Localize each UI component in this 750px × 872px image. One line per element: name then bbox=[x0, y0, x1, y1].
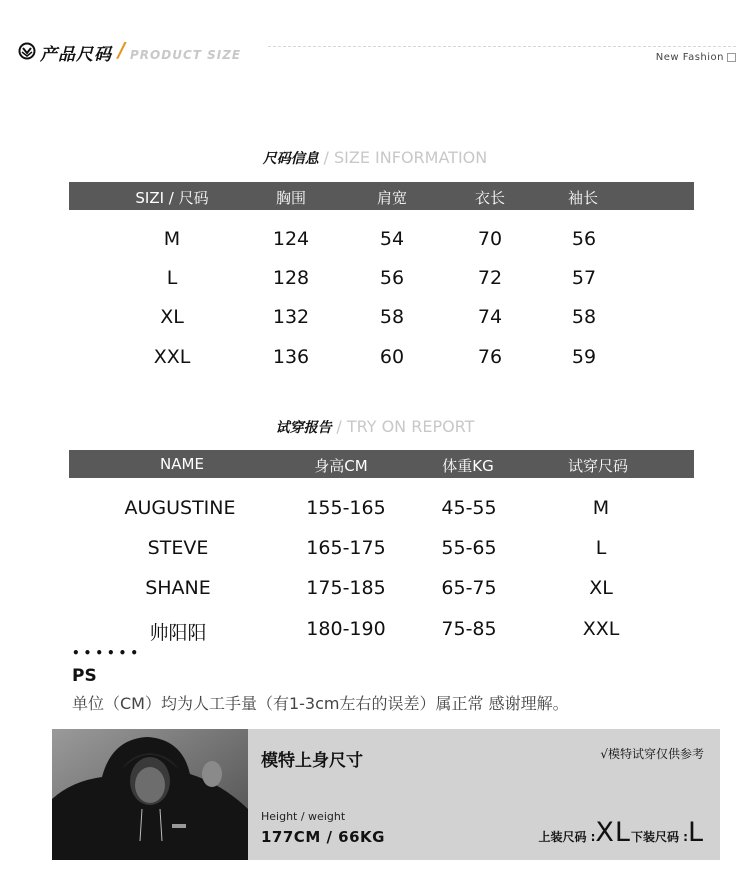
bottom-size-value: L bbox=[687, 817, 704, 848]
try-on-col-header: 体重KG bbox=[442, 457, 494, 475]
table-cell: XL bbox=[160, 306, 184, 328]
table-cell: M bbox=[592, 497, 610, 519]
dot-divider: •••••• bbox=[72, 646, 143, 660]
table-cell: 57 bbox=[571, 267, 597, 289]
size-col-header: 衣长 bbox=[474, 189, 506, 207]
table-cell: XXL bbox=[153, 346, 191, 368]
table-cell: L bbox=[595, 537, 607, 559]
ps-title: PS bbox=[72, 666, 97, 686]
table-row bbox=[0, 346, 750, 376]
header-slash: / bbox=[118, 38, 126, 62]
model-card bbox=[52, 729, 720, 860]
try-on-col-header: NAME bbox=[160, 455, 204, 473]
model-card-title: 模特上身尺寸 bbox=[261, 751, 363, 771]
table-cell: L bbox=[166, 267, 178, 289]
try-on-table-header bbox=[69, 450, 694, 478]
size-info-title-cn: 尺码信息 bbox=[262, 151, 319, 167]
model-sizes bbox=[538, 817, 704, 848]
header-divider bbox=[268, 46, 736, 47]
size-info-title bbox=[0, 148, 750, 168]
try-on-title-cn: 试穿报告 bbox=[275, 420, 332, 436]
table-cell: 65-75 bbox=[441, 577, 497, 599]
size-col-header: 肩宽 bbox=[376, 189, 408, 207]
table-cell: 59 bbox=[571, 346, 597, 368]
table-cell: 74 bbox=[477, 306, 503, 328]
height-weight-label: Height / weight bbox=[261, 810, 346, 823]
table-cell: 136 bbox=[272, 346, 310, 368]
table-cell: 55-65 bbox=[441, 537, 497, 559]
try-on-col-header: 身高CM bbox=[314, 457, 368, 475]
table-cell: M bbox=[163, 228, 181, 250]
model-note: √模特试穿仅供参考 bbox=[600, 747, 704, 761]
table-cell: 70 bbox=[477, 228, 503, 250]
table-row bbox=[0, 497, 750, 527]
table-row bbox=[0, 577, 750, 607]
table-cell: XL bbox=[589, 577, 613, 599]
size-table-header bbox=[69, 182, 694, 210]
bottom-size-label: 下装尺码 : bbox=[630, 830, 688, 844]
table-cell: AUGUSTINE bbox=[124, 497, 236, 519]
table-row bbox=[0, 267, 750, 297]
table-cell: 128 bbox=[272, 267, 310, 289]
table-cell: SHANE bbox=[145, 577, 211, 599]
table-cell: 180-190 bbox=[306, 618, 386, 640]
model-photo bbox=[52, 729, 248, 860]
height-weight-value: 177CM / 66KG bbox=[261, 828, 385, 846]
top-size-value: XL bbox=[595, 817, 631, 848]
square-icon bbox=[727, 53, 736, 62]
table-cell: 帅阳阳 bbox=[149, 622, 207, 644]
table-cell: 58 bbox=[571, 306, 597, 328]
table-row bbox=[0, 306, 750, 336]
table-cell: 124 bbox=[272, 228, 310, 250]
table-cell: 58 bbox=[379, 306, 405, 328]
table-cell: 56 bbox=[571, 228, 597, 250]
table-cell: 60 bbox=[379, 346, 405, 368]
table-cell: 72 bbox=[477, 267, 503, 289]
table-cell: 155-165 bbox=[306, 497, 386, 519]
table-cell: 75-85 bbox=[441, 618, 497, 640]
table-row bbox=[0, 228, 750, 258]
table-cell: STEVE bbox=[147, 537, 209, 559]
ps-note: 单位（CM）均为人工手量（有1-3cm左右的误差）属正常 感谢理解。 bbox=[72, 694, 569, 713]
header-title-en: PRODUCT SIZE bbox=[130, 48, 242, 62]
table-cell: 175-185 bbox=[306, 577, 386, 599]
table-row bbox=[0, 537, 750, 567]
try-on-title-en: / TRY ON REPORT bbox=[336, 417, 475, 436]
table-cell: 54 bbox=[379, 228, 405, 250]
size-col-header: 袖长 bbox=[567, 189, 599, 207]
table-row bbox=[0, 618, 750, 648]
page-header bbox=[18, 40, 750, 70]
header-title-cn: 产品尺码 bbox=[40, 45, 112, 65]
table-cell: 165-175 bbox=[306, 537, 386, 559]
try-on-title bbox=[0, 417, 750, 437]
table-cell: 45-55 bbox=[441, 497, 497, 519]
circle-arrow-icon bbox=[18, 42, 36, 60]
table-cell: 132 bbox=[272, 306, 310, 328]
try-on-col-header: 试穿尺码 bbox=[567, 457, 629, 475]
model-photo-illustration bbox=[52, 729, 248, 860]
table-cell: 56 bbox=[379, 267, 405, 289]
size-col-header: 胸围 bbox=[275, 189, 307, 207]
table-cell: XXL bbox=[582, 618, 620, 640]
size-col-header: SIZI / 尺码 bbox=[135, 189, 209, 207]
table-cell: 76 bbox=[477, 346, 503, 368]
top-size-label: 上装尺码 : bbox=[538, 830, 596, 844]
size-info-title-en: / SIZE INFORMATION bbox=[323, 148, 488, 167]
header-tagline: New Fashion bbox=[656, 52, 736, 63]
